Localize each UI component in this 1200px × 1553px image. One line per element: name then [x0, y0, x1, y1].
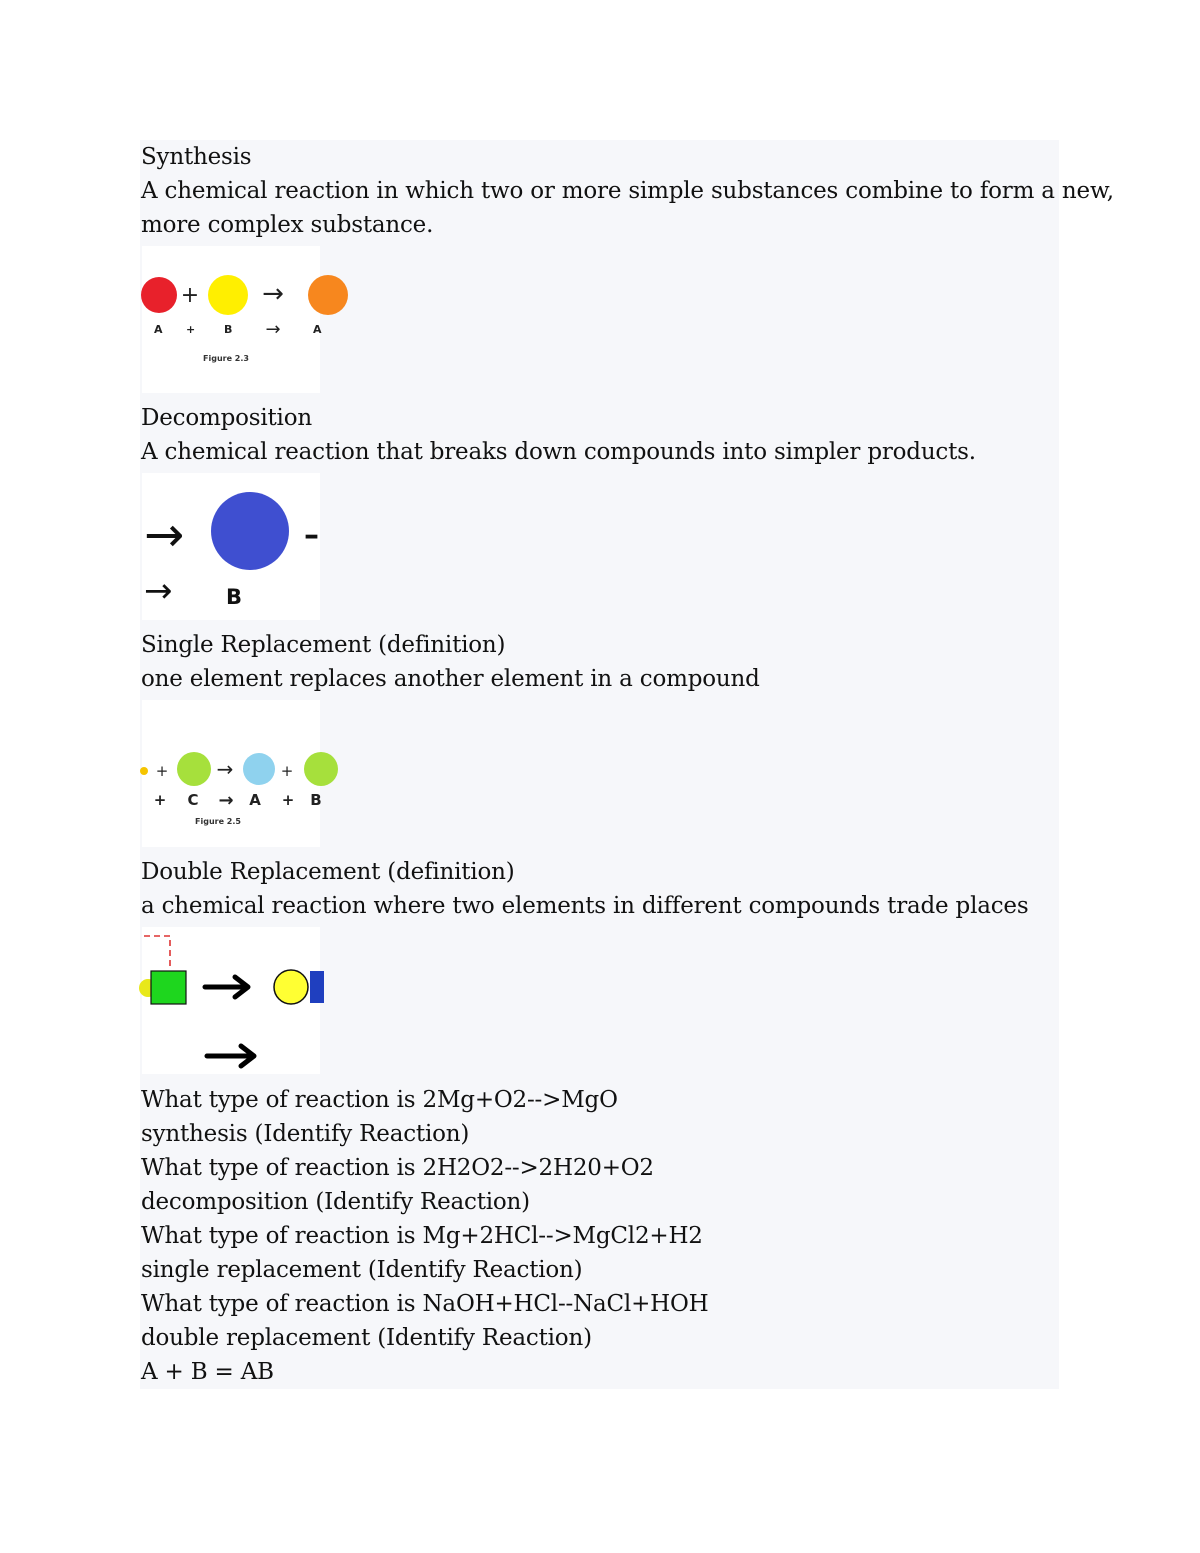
element-a-circle — [140, 767, 148, 775]
element-circle — [274, 970, 308, 1004]
product-b-circle — [211, 492, 289, 570]
qa-line: decomposition (Identify Reaction) — [141, 1189, 530, 1215]
label-a: A — [249, 791, 261, 809]
element-square — [151, 971, 186, 1004]
label-plus: + — [186, 323, 196, 336]
qa-line: What type of reaction is NaOH+HCl--NaCl+HOH — [141, 1291, 709, 1317]
swap-dashed-line — [144, 936, 170, 967]
label-plus-1: + — [153, 791, 167, 809]
reactant-b-circle — [208, 275, 248, 315]
arrow-symbol: → — [144, 507, 185, 563]
label-arrow: → — [218, 790, 234, 811]
section-title-decomposition: Decomposition — [141, 405, 312, 431]
label-plus-2: + — [281, 791, 295, 809]
qa-line: synthesis (Identify Reaction) — [141, 1121, 470, 1147]
qa-line: single replacement (Identify Reaction) — [141, 1257, 583, 1283]
element-b-product-circle — [304, 752, 338, 786]
figure-caption: Figure 2.3 — [203, 354, 249, 363]
definition-double-replacement-line-1: a chemical reaction where two elements in different compounds trade places — [141, 893, 1029, 919]
definition-decomposition-line-1: A chemical reaction that breaks down compounds into simpler products. — [141, 439, 976, 465]
element-dark-square — [310, 971, 324, 1003]
qa-line: What type of reaction is 2H2O2-->2H20+O2 — [141, 1155, 654, 1181]
qa-line: A + B = AB — [141, 1359, 274, 1385]
qa-line: What type of reaction is 2Mg+O2-->MgO — [141, 1087, 618, 1113]
study-notes-panel — [140, 140, 1114, 1389]
decomposition-figure — [142, 473, 320, 620]
label-b: B — [224, 323, 233, 336]
synthesis-figure — [142, 246, 320, 393]
arrow-icon-1 — [205, 977, 248, 997]
plus-symbol: + — [180, 283, 200, 308]
definition-synthesis-line-2: more complex substance. — [141, 212, 434, 238]
label-arrow: → — [144, 571, 173, 611]
arrow-icon-2 — [207, 1046, 254, 1066]
label-arrow: → — [265, 319, 281, 340]
product-circle — [308, 275, 348, 315]
single-replacement-figure — [142, 700, 320, 847]
section-title-single-replacement: Single Replacement (definition) — [141, 632, 506, 658]
element-a-product-circle — [243, 753, 275, 785]
label-a: A — [154, 323, 163, 336]
section-title-double-replacement: Double Replacement (definition) — [141, 859, 515, 885]
label-b: B — [226, 585, 243, 609]
definition-single-replacement-line-1: one element replaces another element in a compound — [141, 666, 760, 692]
label-c: C — [187, 791, 199, 809]
qa-line: What type of reaction is Mg+2HCl-->MgCl2+H2 — [141, 1223, 703, 1249]
reactant-a-circle — [141, 277, 177, 313]
definition-synthesis-line-1: A chemical reaction in which two or more simple substances combine to form a new, — [141, 178, 1114, 204]
arrow-symbol: → — [262, 279, 284, 309]
label-b: B — [310, 791, 322, 809]
section-title-synthesis: Synthesis — [141, 144, 252, 170]
arrow-symbol: → — [216, 757, 234, 781]
double-replacement-figure — [142, 927, 320, 1074]
element-c-circle — [177, 752, 211, 786]
label-product: A — [313, 323, 322, 336]
plus-symbol-1: + — [155, 762, 169, 780]
dash-symbol: – — [304, 518, 319, 553]
plus-symbol-2: + — [280, 762, 294, 780]
qa-line: double replacement (Identify Reaction) — [141, 1325, 592, 1351]
figure-caption: Figure 2.5 — [195, 817, 241, 826]
